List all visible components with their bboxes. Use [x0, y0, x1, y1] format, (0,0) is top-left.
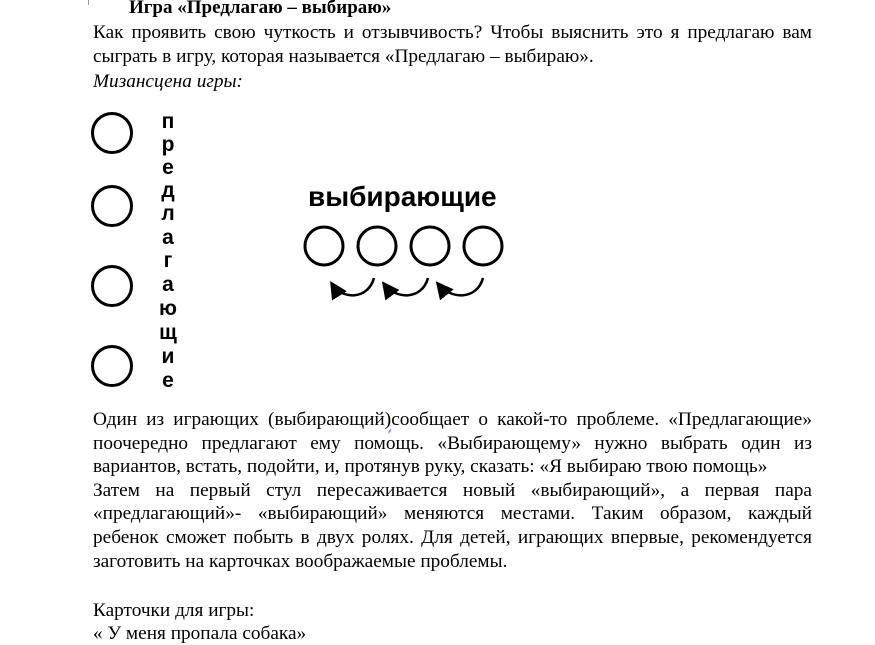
offering-letter: п [161, 110, 175, 133]
offering-seat-3 [93, 267, 132, 306]
offering-letter: р [161, 133, 175, 156]
game-title: Игра «Предлагаю – выбираю» [129, 0, 392, 18]
choosing-seat-4 [464, 227, 502, 265]
offering-letter: и [161, 345, 175, 368]
offering-letter: щ [159, 321, 177, 344]
scene-label: Мизансцена игры: [93, 71, 243, 92]
intro-paragraph: Как проявить свою чуткость и отзывчивость? Чтобы выяснить это я предлагаю вам сыграть в игру, которая называется «Предлагаю – выбираю». [93, 22, 812, 67]
rules-text [93, 408, 812, 573]
offering-seat-1 [93, 114, 132, 153]
swap-arrow-3 [438, 278, 483, 295]
swap-arrow-1 [332, 278, 374, 295]
choosing-seat-3 [411, 227, 449, 265]
rules-paragraph-1 [93, 408, 812, 479]
swap-arrow-2 [384, 278, 428, 295]
offering-seat-2 [93, 187, 132, 226]
offering-letter: е [162, 156, 174, 179]
choosing-seat-2 [358, 227, 396, 265]
rules-paragraph-1-rest: сообщает о какой-то проблеме. «Предлагающие» поочередно предлагают ему помощь. «Выбирающему» нужно выбрать один из вариантов, встать, подойти, и, протянув руку, сказать: «Я выбираю твою помощь» [93, 409, 812, 478]
offering-seat-4 [93, 347, 132, 386]
offering-letter: д [161, 179, 175, 202]
choosing-seat-1 [305, 227, 343, 265]
offering-letter: а [162, 226, 174, 249]
cards-label: Карточки для игры: [93, 600, 255, 621]
spellcheck-mark: ) [384, 409, 392, 430]
offering-letter: ю [159, 297, 177, 320]
text-boundary-mark [88, 0, 95, 5]
choosing-label: выбирающие [308, 181, 497, 212]
card-1: « У меня пропала собака» [93, 623, 307, 644]
offering-letter: г [163, 249, 173, 272]
offering-letter: л [161, 202, 175, 225]
offering-letter: е [162, 369, 174, 392]
offering-letter: а [162, 273, 174, 296]
rules-paragraph-2: Затем на первый стул пересаживается новый «выбирающий», а первая пара «предлагающий»- «выбирающий» меняются местами. Таким образом, каждый ребенок сможет побыть в двух ролях. Для детей, играющих впервые, рекомендуется заготовить на карточках воображаемые проблемы. [93, 479, 812, 572]
rules-paragraph-1-start: Один из играющих (выбирающий [93, 409, 385, 430]
